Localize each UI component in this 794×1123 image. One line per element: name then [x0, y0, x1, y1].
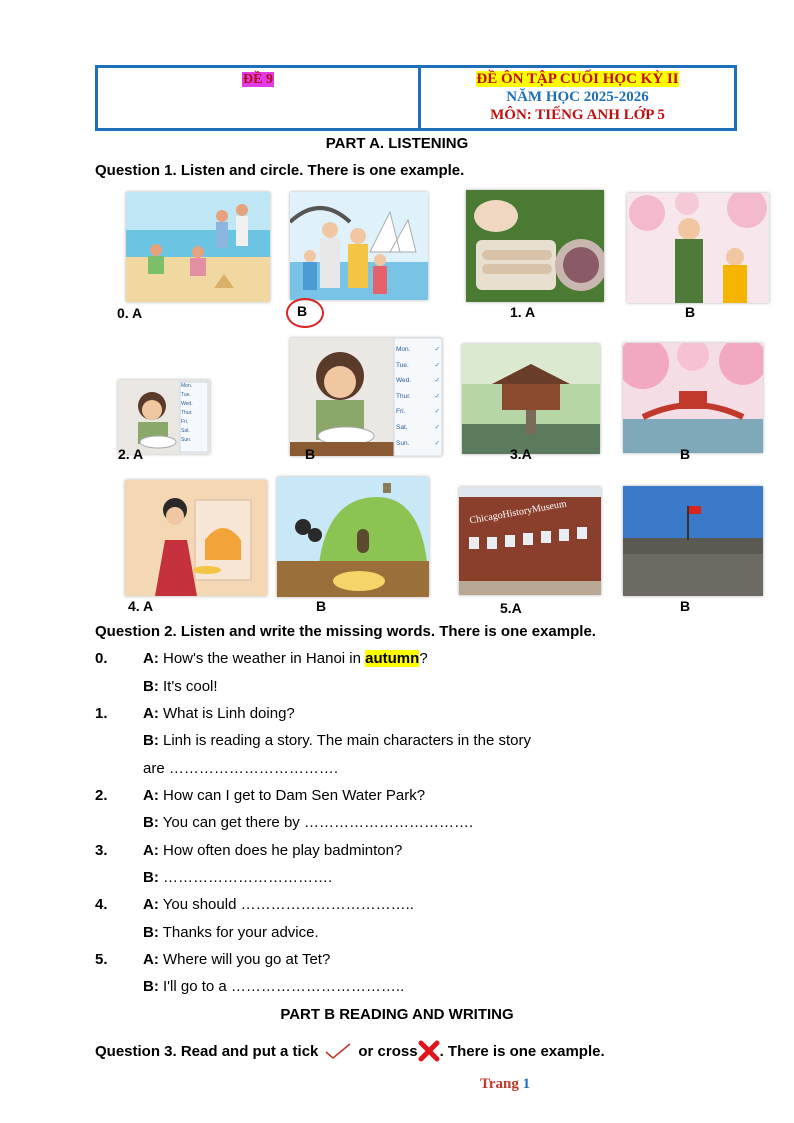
q2-item-2-a: A: How can I get to Dam Sen Water Park? — [143, 787, 426, 804]
q2-item-2-b: B: You can get there by ……………………………. — [143, 814, 474, 831]
check-icon: ✓ — [434, 392, 440, 400]
check-icon: ✓ — [434, 408, 440, 416]
q1-label-0a: 0. A — [117, 305, 143, 321]
ant-grasshopper-picture — [277, 477, 429, 597]
chicago-history-museum-picture — [459, 487, 601, 595]
check-icon: ✓ — [434, 361, 440, 369]
beach-picture — [126, 192, 270, 302]
mini-calendar-day: Tue. — [181, 392, 191, 398]
q2-item-1-b: B: Linh is reading a story. The main characters in the story — [143, 732, 531, 749]
q1-label-4b: B — [316, 598, 327, 614]
q2-item-0-b: B: It's cool! — [143, 678, 218, 695]
q2-num-3: 3. — [95, 842, 108, 859]
exam-title: ĐỀ ÔN TẬP CUỐI HỌC KỲ II — [476, 71, 679, 87]
q2-item-1-a: A: What is Linh doing? — [143, 705, 295, 722]
q2-num-2: 2. — [95, 787, 108, 804]
calendar-day: Fri. ✓ — [396, 404, 440, 420]
header-table — [95, 65, 737, 131]
q2-item-4-a: A: You should …………………………….. — [143, 896, 414, 913]
q2-item-5-a: A: Where will you go at Tet? — [143, 951, 331, 968]
q1-label-5a: 5.A — [500, 600, 522, 616]
q2-item-4-b: B: Thanks for your advice. — [143, 924, 319, 941]
q1-label-3a: 3.A — [510, 446, 532, 462]
mini-calendar-day: Sun. — [181, 437, 192, 443]
check-icon: ✓ — [434, 439, 440, 447]
page-footer — [480, 1076, 530, 1093]
mini-calendar — [181, 382, 209, 445]
school-year: NĂM HỌC 2025-2026 — [506, 89, 649, 105]
exam-number-cell — [98, 68, 421, 128]
q1-label-0b: B — [297, 303, 308, 319]
q2-num-1: 1. — [95, 705, 108, 722]
check-icon: ✓ — [434, 377, 440, 385]
page-number: 1 — [522, 1076, 531, 1092]
q2-num-5: 5. — [95, 951, 108, 968]
mini-calendar-day: Wed. — [181, 401, 193, 407]
q2-item-5-b: B: I'll go to a …………………………….. — [143, 978, 405, 995]
q1-label-5b: B — [680, 598, 691, 614]
girl-eating-small-picture — [118, 380, 210, 454]
q2-item-3-a: A: How often does he play badminton? — [143, 842, 403, 859]
calendar-day: Wed. ✓ — [396, 373, 440, 389]
sydney-family-picture — [290, 192, 428, 300]
the-huc-bridge-picture — [623, 343, 763, 453]
mini-calendar-day: Sat. — [181, 428, 190, 434]
footer-word: Trang — [480, 1076, 519, 1092]
calendar-day: Mon. ✓ — [396, 342, 440, 358]
calendar-day: Tue. ✓ — [396, 358, 440, 374]
tick-icon — [324, 1042, 352, 1060]
cross-icon — [418, 1040, 440, 1062]
q1-label-2b: B — [305, 446, 316, 462]
q2-num-4: 4. — [95, 896, 108, 913]
q2-title: Question 2. Listen and write the missing words. There is one example. — [95, 623, 596, 640]
example-answer-circle — [286, 298, 324, 328]
mini-calendar-day: Thur. — [181, 410, 193, 416]
exam-number: ĐỀ 9 — [243, 72, 273, 87]
check-icon: ✓ — [434, 346, 440, 353]
q1-label-3b: B — [680, 446, 691, 462]
q2-num-0: 0. — [95, 650, 108, 667]
flag-tower-picture — [623, 486, 763, 596]
museum-sign: ChicagoHistoryMuseum — [468, 498, 568, 527]
q2-item-3-b: B: ……………………………. — [143, 869, 333, 886]
mini-calendar-day: Mon. — [181, 383, 193, 389]
calendar-day: Sun. ✓ — [396, 436, 440, 452]
peach-blossom-kids-picture — [627, 193, 769, 303]
spring-rolls-picture — [466, 190, 604, 302]
weekly-calendar — [396, 342, 440, 451]
check-icon: ✓ — [434, 423, 440, 431]
q1-label-1b: B — [685, 304, 696, 320]
mini-calendar-day: Fri. — [181, 419, 189, 425]
part-a-title: PART A. LISTENING — [325, 135, 469, 152]
exam-title-cell — [421, 68, 734, 128]
calendar-day: Sat. ✓ — [396, 420, 440, 436]
baking-bread-picture — [125, 480, 267, 596]
q1-title: Question 1. Listen and circle. There is one example. — [95, 162, 465, 179]
q2-item-1-b-cont: are ……………………………. — [143, 760, 339, 777]
girl-eating-big-picture — [290, 338, 442, 456]
q2-item-0-a: A: How's the weather in Hanoi in autumn? — [143, 650, 428, 667]
q1-label-1a: 1. A — [510, 304, 536, 320]
q1-label-4a: 4. A — [128, 598, 154, 614]
part-b-title: PART B READING AND WRITING — [280, 1006, 514, 1023]
q3-title: Question 3. Read and put a tick or cross . There is one example. — [95, 1040, 605, 1062]
calendar-day: Thur. ✓ — [396, 389, 440, 405]
one-pillar-pagoda-picture — [462, 344, 600, 454]
subject: MÔN: TIẾNG ANH LỚP 5 — [490, 107, 665, 123]
q1-label-2a: 2. A — [118, 446, 144, 462]
